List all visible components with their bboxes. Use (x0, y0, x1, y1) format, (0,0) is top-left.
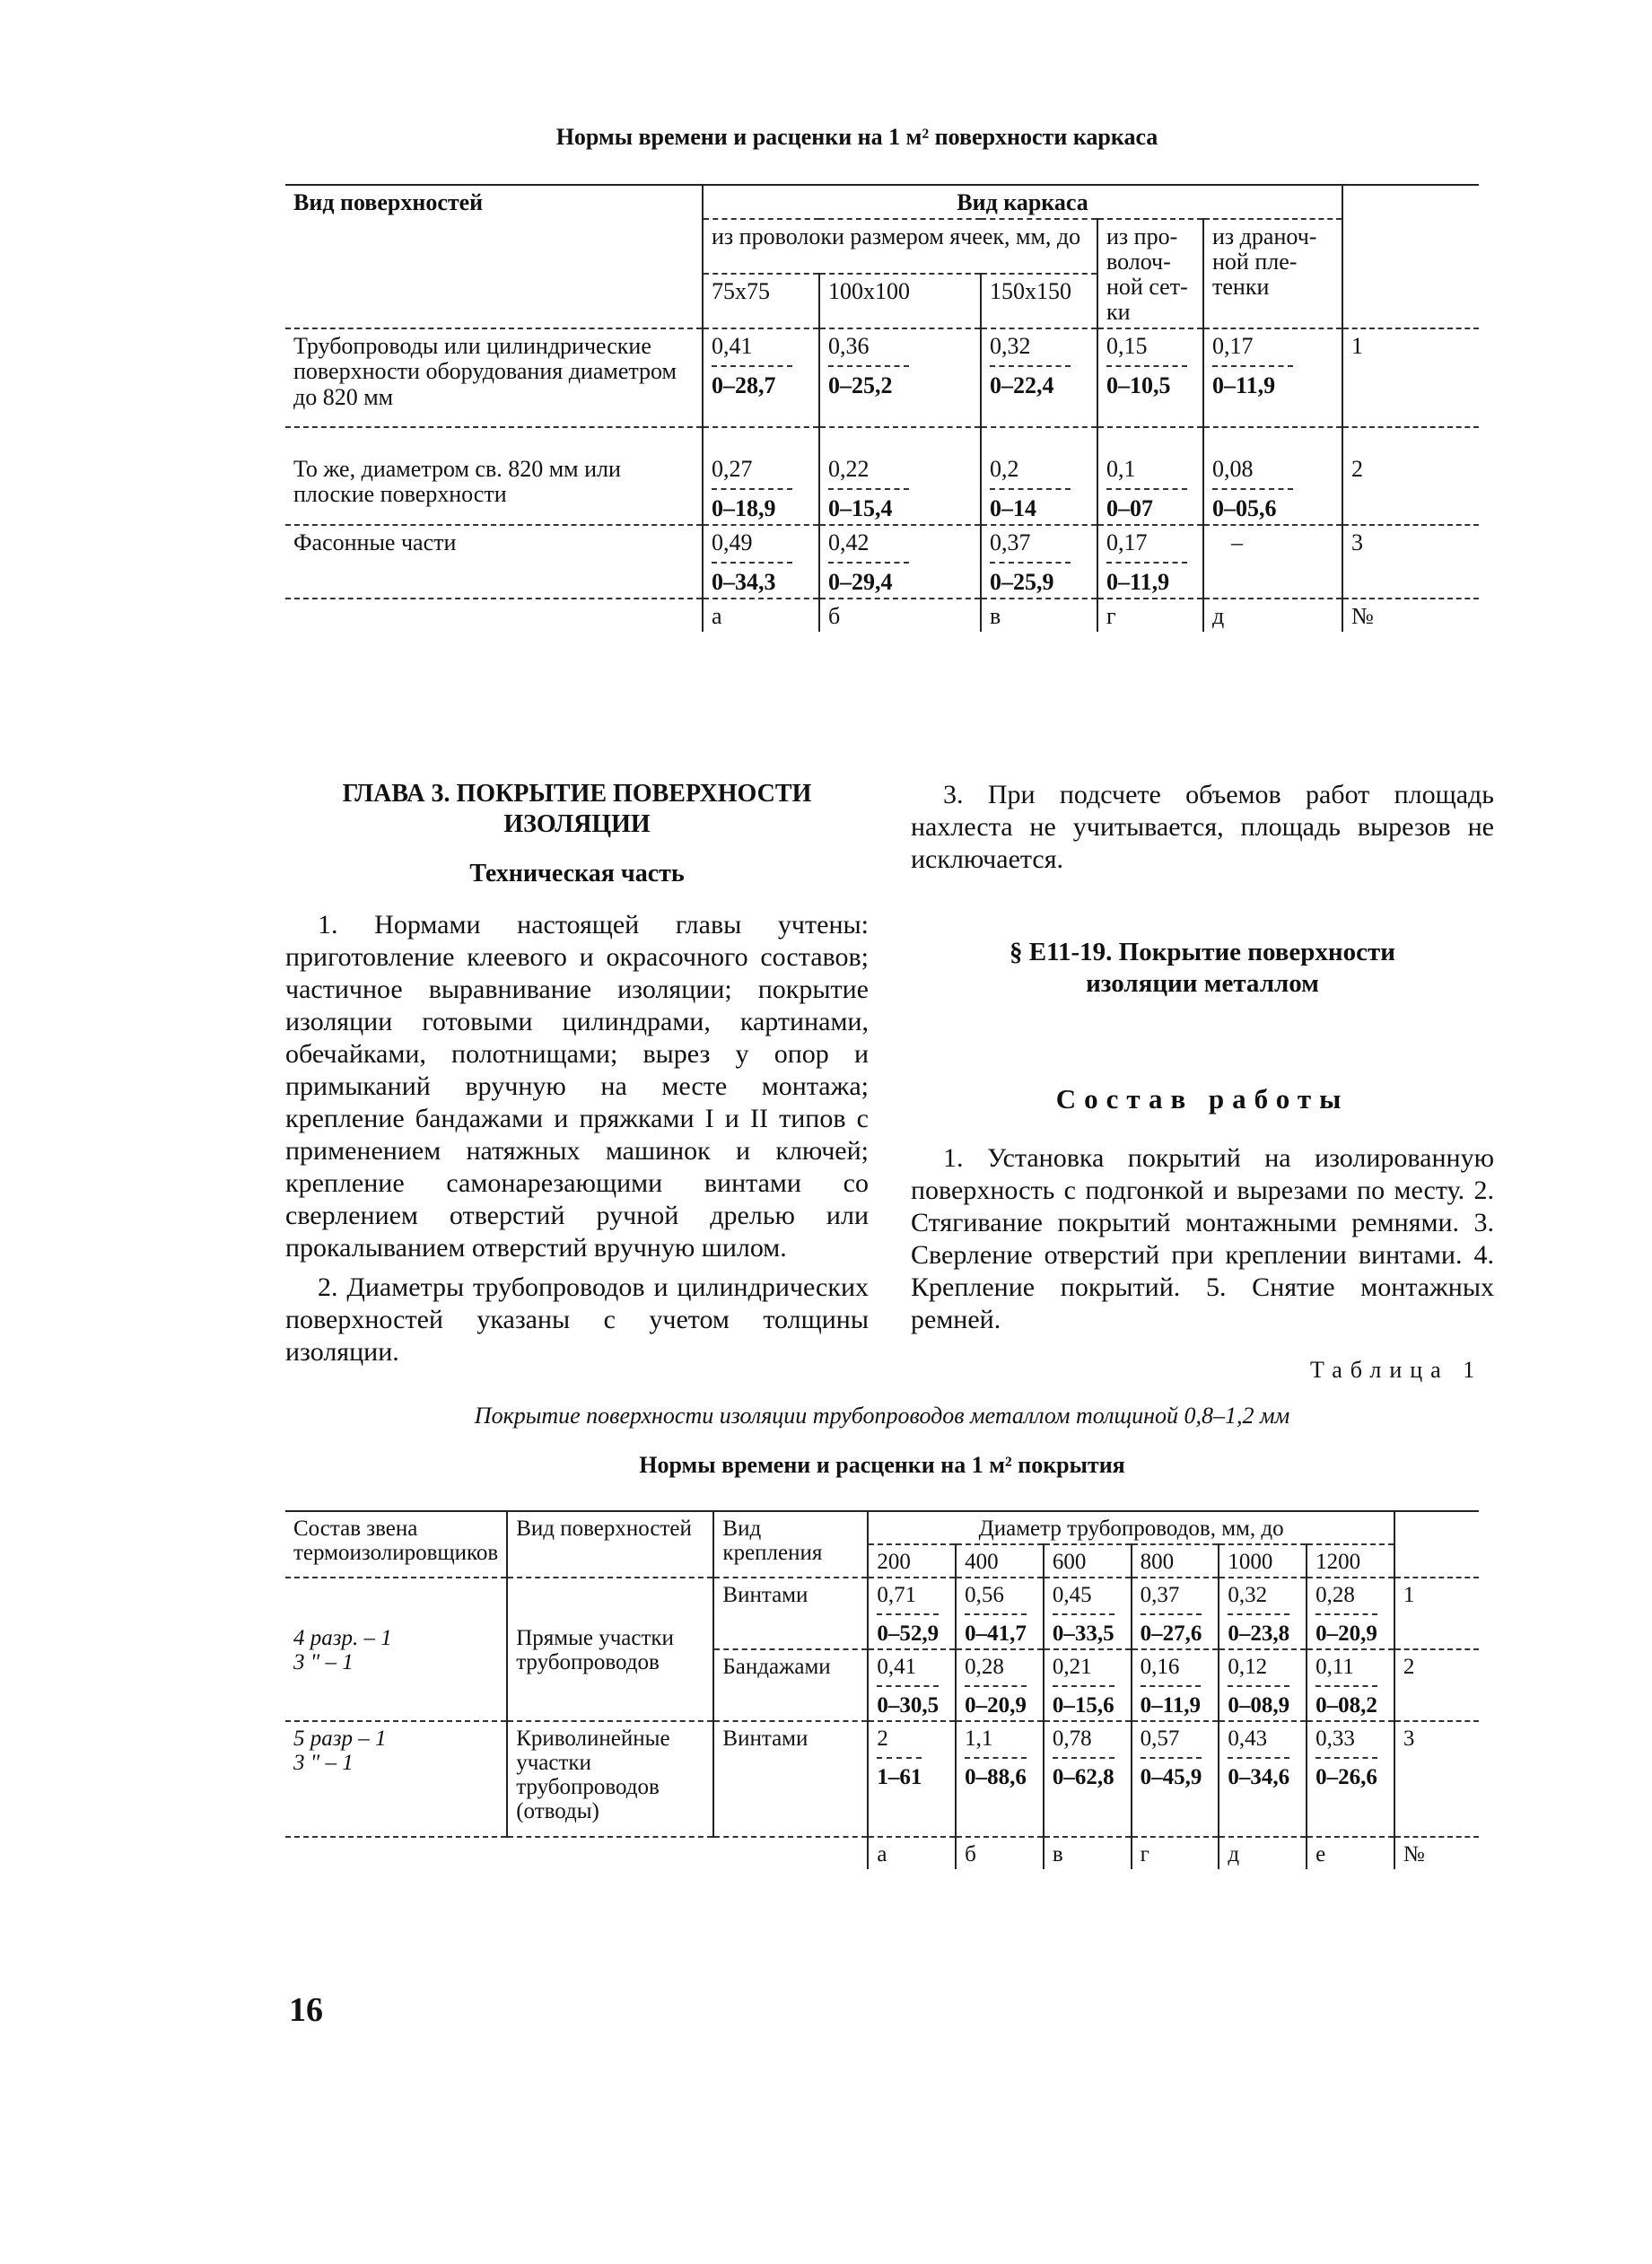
rate-value: 1–61 (877, 1765, 922, 1789)
paragraph: 1. Нормами настоящей главы учтены: приготовление клеевого и окрасочного составов; частичное выравнивание изоляции; покрытие изоляции готовыми цилиндрами, картинами, обечайками, полотнищами; вырез у опор и примыканий вручную на месте монтажа; крепление бандажами и пряжками I и II типов с применением натяжных машинок и ключей; крепление самонарезающими винтами со сверлением отверстий ручной дрелью или прокалыванием отверстий вручную шилом. (285, 909, 869, 1263)
norm-value: 0,12 (1228, 1655, 1289, 1687)
fastening-cell: Винтами (713, 1721, 868, 1837)
crew-line: 3 " – 1 (293, 1650, 354, 1674)
rate-value: 0–52,9 (877, 1622, 940, 1646)
rate-value: 0–88,6 (965, 1765, 1027, 1789)
norm-value: 0,11 (1315, 1655, 1377, 1687)
table-a (285, 184, 1479, 632)
rate-value: 0–25,2 (828, 372, 893, 399)
fastening-cell: Винтами (713, 1578, 868, 1649)
number-column-label: № (1394, 1837, 1479, 1869)
rate-value: 0–07 (1106, 494, 1153, 521)
rate-value: 0–05,6 (1212, 494, 1277, 521)
norm-value: 0,17 (1212, 334, 1293, 367)
header-fastening: Вид крепления (713, 1511, 868, 1578)
header-surface: Вид поверхностей (507, 1511, 713, 1578)
norm-value: 0,1 (1106, 457, 1187, 490)
row-label: Фасонные части (285, 525, 703, 599)
table-a-title: Нормы времени и расценки на 1 м² поверхности каркаса (555, 124, 1158, 150)
surface-cell: Прямые участки трубопроводов (507, 1578, 713, 1721)
row-number: 2 (1394, 1649, 1479, 1720)
norm-value: 0,22 (828, 457, 909, 490)
table-row (285, 525, 1479, 599)
norm-value: 0,28 (965, 1655, 1027, 1687)
norm-value: 2 (877, 1726, 922, 1759)
rate-value: 0–15,6 (1052, 1693, 1114, 1718)
norm-value: 0,21 (1053, 1655, 1114, 1687)
rate-value: 0–45,9 (1140, 1765, 1202, 1789)
rate-value: 0–18,9 (712, 494, 776, 521)
norm-value: 0,37 (1141, 1583, 1202, 1615)
norm-value: 0,42 (828, 530, 909, 564)
paragraph: 3. При подсчете объемов работ площадь нахлеста не учитывается, площадь вырезов не исключается. (911, 780, 1494, 874)
chapter-line: ГЛАВА 3. ПОКРЫТИЕ ПОВЕРХНОСТИ (342, 780, 812, 808)
fastening-cell: Бандажами (713, 1649, 868, 1720)
chapter-line: ИЗОЛЯЦИИ (503, 809, 651, 838)
rate-value: 0–30,5 (877, 1693, 940, 1718)
rate-value: 0–11,9 (1106, 568, 1170, 595)
header-surface: Вид поверхностей (285, 185, 703, 328)
norm-value: 0,27 (712, 457, 792, 490)
norm-value: 0,41 (877, 1655, 939, 1687)
column-letter: а (868, 1837, 956, 1869)
rate-value: 0–15,4 (828, 494, 893, 521)
column-letter: г (1097, 599, 1203, 632)
table-norms-title: Нормы времени и расценки на 1 м² покрытия (639, 1452, 1125, 1478)
rate-value: 0–41,7 (965, 1622, 1027, 1646)
table-row (285, 427, 1479, 525)
header-frame: Вид каркаса (703, 185, 1342, 219)
norm-value: 0,28 (1315, 1583, 1377, 1615)
norm-value: 0,57 (1141, 1726, 1202, 1759)
column-letter: д (1203, 599, 1342, 632)
header-diameter-value: 600 (1044, 1544, 1132, 1578)
norm-value: 1,1 (965, 1726, 1027, 1759)
norm-value: 0,2 (990, 457, 1071, 490)
rate-value: 0–33,5 (1052, 1622, 1114, 1646)
section-line: изоляции металлом (1086, 968, 1319, 998)
norm-value: 0,32 (990, 334, 1071, 367)
header-diameter-value: 400 (956, 1544, 1044, 1578)
header-diameter-value: 1000 (1219, 1544, 1307, 1578)
crew-cell (285, 1578, 507, 1721)
norm-value: 0,43 (1228, 1726, 1289, 1759)
row-number: 3 (1394, 1721, 1479, 1837)
table-row (285, 1578, 1479, 1649)
rate-value: 0–11,9 (1212, 372, 1276, 399)
norm-value: 0,41 (712, 334, 792, 367)
row-label: Трубопроводы или цилиндрические поверхности оборудования диаметром до 820 мм (285, 328, 703, 426)
norm-value: 0,08 (1212, 457, 1293, 490)
norm-value: 0,37 (990, 530, 1071, 564)
norm-value: 0,33 (1315, 1726, 1377, 1759)
empty-value: – (1203, 525, 1342, 599)
rate-value: 0–29,4 (828, 568, 893, 595)
header-size: 100х100 (819, 274, 981, 328)
norm-value: 0,16 (1141, 1655, 1201, 1687)
rate-value: 0–62,8 (1052, 1765, 1114, 1789)
row-number: 2 (1342, 427, 1479, 525)
header-lath: из драноч-ной пле-тенки (1203, 219, 1342, 328)
rate-value: 0–20,9 (1315, 1622, 1377, 1646)
rate-value: 0–28,7 (712, 372, 776, 399)
header-diameter-value: 200 (868, 1544, 956, 1578)
row-label: То же, диаметром св. 820 мм или плоские поверхности (285, 427, 703, 525)
norm-value: 0,56 (965, 1583, 1027, 1615)
rate-value: 0–25,9 (990, 568, 1054, 595)
row-number: 1 (1394, 1578, 1479, 1649)
norm-value: 0,36 (828, 334, 909, 367)
rate-value: 0–08,2 (1315, 1693, 1377, 1718)
table-1 (285, 1510, 1479, 1869)
number-column-label: № (1342, 599, 1479, 632)
rate-value: 0–27,6 (1140, 1622, 1202, 1646)
paragraph: 1. Установка покрытий на изолированную поверхность с подгонкой и вырезами по месту. 2. Стягивание покрытий монтажными ремнями. 3. Сверление отверстий при креплении винтами. 4. Крепление покрытий. 5. Снятие монтажных ремней. (911, 1142, 1494, 1334)
table-row (285, 328, 1479, 426)
rate-value: 0–08,9 (1228, 1693, 1290, 1718)
column-letter: б (819, 599, 981, 632)
header-diameter: Диаметр трубопроводов, мм, до (868, 1511, 1394, 1544)
section-heading (911, 937, 1494, 1000)
section-line: § Е11-19. Покрытие поверхности (1010, 938, 1395, 966)
crew-line: 5 разр – 1 (293, 1726, 387, 1751)
header-size: 150х150 (981, 274, 1097, 328)
table-row (285, 1721, 1479, 1837)
norm-value: 0,32 (1228, 1583, 1289, 1615)
row-number: 1 (1342, 328, 1479, 426)
norm-value: 0,71 (877, 1583, 939, 1615)
column-letter: д (1219, 1837, 1307, 1869)
row-number: 3 (1342, 525, 1479, 599)
norm-value: 0,49 (712, 530, 792, 564)
surface-cell: Криволинейные участки трубопроводов (отводы) (507, 1721, 713, 1837)
paragraph: 2. Диаметры трубопроводов и цилиндрических поверхностей указаны с учетом толщины изоляции. (285, 1272, 869, 1367)
column-letter: е (1307, 1837, 1394, 1869)
column-letter: а (703, 599, 819, 632)
rate-value: 0–23,8 (1228, 1622, 1290, 1646)
page-number: 16 (289, 1991, 323, 2029)
crew-line: 3 " – 1 (293, 1751, 354, 1775)
crew-cell (285, 1721, 507, 1837)
column-letter: в (981, 599, 1097, 632)
rate-value: 0–26,6 (1315, 1765, 1377, 1789)
norm-value: 0,78 (1053, 1726, 1114, 1759)
rate-value: 0–10,5 (1106, 372, 1171, 399)
table-caption: Покрытие поверхности изоляции трубопроводов металлом толщиной 0,8–1,2 мм (474, 1403, 1290, 1429)
header-size: 75х75 (703, 274, 819, 328)
norm-value: 0,45 (1053, 1583, 1114, 1615)
column-letter: г (1132, 1837, 1219, 1869)
rate-value: 0–20,9 (965, 1693, 1027, 1718)
rate-value: 0–34,3 (712, 568, 776, 595)
rate-value: 0–22,4 (990, 372, 1054, 399)
header-crew: Состав звена термоизолировщиков (285, 1511, 507, 1578)
table-label: Таблица 1 (1310, 1357, 1483, 1383)
right-column (911, 779, 1494, 1336)
header-diameter-value: 800 (1132, 1544, 1219, 1578)
norm-value: 0,17 (1106, 530, 1187, 564)
header-diameter-value: 1200 (1307, 1544, 1394, 1578)
column-letter: б (956, 1837, 1044, 1869)
left-column (285, 779, 869, 1368)
chapter-heading (285, 779, 869, 839)
rate-value: 0–34,6 (1228, 1765, 1290, 1789)
section-subtitle: Техническая часть (469, 860, 685, 888)
rate-value: 0–14 (990, 494, 1036, 521)
crew-line: 4 разр. – 1 (293, 1626, 392, 1650)
rate-value: 0–11,9 (1140, 1693, 1201, 1718)
work-heading: Состав работы (1055, 1082, 1350, 1115)
norm-value: 0,15 (1106, 334, 1187, 367)
header-wire-group: из проволоки размером ячеек, мм, до (703, 219, 1097, 274)
header-mesh: из про-волоч-ной сет-ки (1097, 219, 1203, 328)
column-letter: в (1044, 1837, 1132, 1869)
